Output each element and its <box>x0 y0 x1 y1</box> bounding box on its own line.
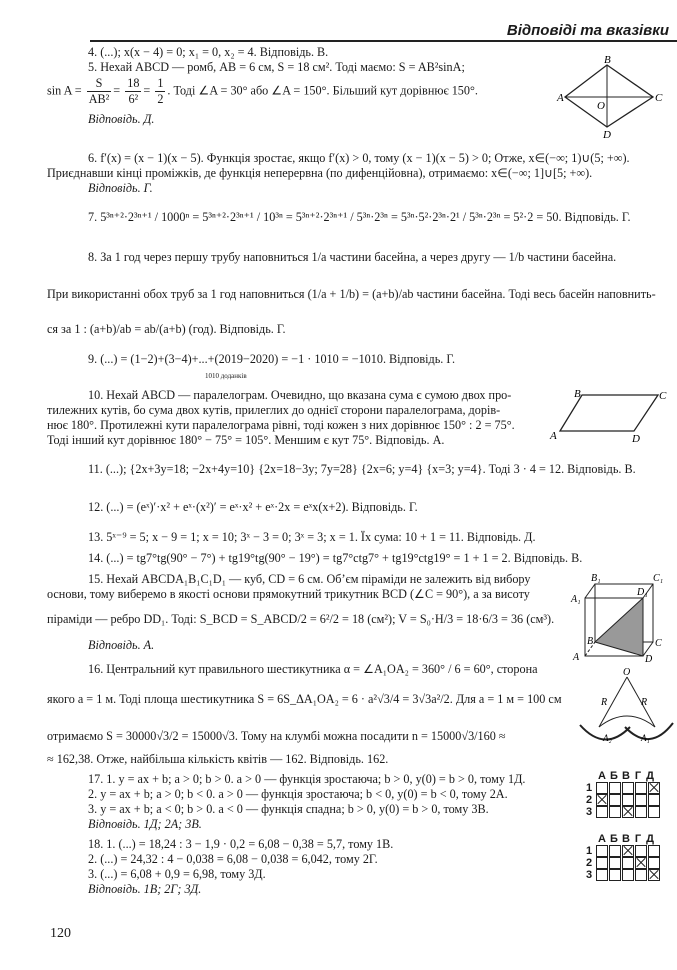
parallelogram-label-d: D <box>632 433 640 445</box>
cube-label-b: B <box>587 636 594 647</box>
grid-cell-marked <box>622 806 634 818</box>
answer-18-line-3: 3. (...) = 6,08 + 0,9 = 6,98, тому 3Д. <box>88 867 266 881</box>
answer-5-line-1: 5. Нехай ABCD — ромб, AB = 6 см, S = 18 см². Тоді маємо: S = AB²sinA; <box>88 60 465 74</box>
grid-cell <box>622 857 634 869</box>
answer-grid-18 <box>586 833 661 881</box>
answer-5-line-2: sin A = $\frac{S}{\text{AB²}}$ = $\frac{18}{\text{6²}}$ = $\frac{1}{2}$ . Тоді ∠A = 30° або ∠A = 150°. Більший кут дорівнює 150°. <box>47 76 478 106</box>
rhombus-figure <box>555 55 665 140</box>
grid-row-number: 2 <box>586 794 593 806</box>
parallelogram-label-a: A <box>550 430 557 442</box>
parallelogram-figure <box>548 385 668 445</box>
answer-16-line-2: якого a = 1 м. Тоді площа шестикутника S = 6S_ΔA₁OA₂ = 6 · a²√3/4 = 3√3a²/2. Для a = 1 м = 100 см <box>47 692 562 706</box>
grid-cell <box>609 869 621 881</box>
grid-cell <box>648 794 660 806</box>
grid-cell <box>609 782 621 794</box>
answer-8-line-3: ся за 1 : (a+b)/ab = ab/(a+b) (год). Відповідь. Г. <box>47 322 286 336</box>
answer-15-line-1: 15. Нехай ABCDA₁B₁C₁D₁ — куб, CD = 6 см. Об’єм піраміди не залежить від вибору <box>88 572 531 586</box>
grid-cell <box>609 845 621 857</box>
grid-header: Д <box>646 770 654 782</box>
grid-cell <box>635 794 647 806</box>
cube-label-a1: A₁ <box>571 594 581 605</box>
answer-16-line-1: 16. Центральний кут правильного шестикутника α = ∠A₁OA₂ = 360° / 6 = 60°, сторона <box>88 662 538 676</box>
answer-10-line-3: нює 180°. Протилежні кути паралелограма рівні, тоді кожен з них дорівнює 150° : 2 = 75°. <box>47 418 515 432</box>
cube-label-c: C <box>655 638 662 649</box>
grid-header: Д <box>646 833 654 845</box>
hexagon-label-r-right: R <box>641 697 648 708</box>
cube-label-b1: B₁ <box>591 573 601 584</box>
answer-9: 9. (...) = (1−2)+(3−4)+...+(2019−2020) = −1 · 1010 = −1010. Відповідь. Г. <box>88 352 456 366</box>
grid-cell <box>596 782 608 794</box>
grid-cell <box>635 845 647 857</box>
grid-row-number: 3 <box>586 806 593 818</box>
answer-17-line-2: 2. y = ax + b; a > 0; b < 0. a > 0 — функція зростаюча; b < 0, y(0) = b < 0, тому 2А. <box>88 787 508 801</box>
rhombus-label-a: A <box>557 92 564 104</box>
hexagon-label-o: O <box>623 667 631 678</box>
answer-18-line-2: 2. (...) = 24,32 : 4 − 0,038 = 6,08 − 0,038 = 6,042, тому 2Г. <box>88 852 378 866</box>
grid-cell <box>596 857 608 869</box>
hexagon-sector-figure <box>575 665 675 745</box>
grid-cell <box>622 782 634 794</box>
hexagon-label-a2: A₂ <box>603 733 612 743</box>
answer-grid-17 <box>586 770 661 818</box>
grid-cell <box>609 794 621 806</box>
grid-header: Б <box>610 770 618 782</box>
answer-8-line-2: При використанні обох труб за 1 год наповниться (1/a + 1/b) = (a+b)/ab частини басейна. Тоді весь басейн наповнить- <box>47 287 656 301</box>
grid-cell <box>648 845 660 857</box>
parallelogram-label-c: C <box>659 390 667 402</box>
rhombus-label-o: O <box>597 100 605 112</box>
grid-cell <box>596 845 608 857</box>
grid-row-number: 2 <box>586 857 593 869</box>
grid-header: А <box>598 833 606 845</box>
cube-label-d1: D₁ <box>637 587 648 598</box>
header-rule <box>90 40 677 42</box>
answer-4: 4. (...); x(x − 4) = 0; x₁ = 0, x₂ = 4. Відповідь. В. <box>88 45 329 59</box>
answer-17-line-1: 17. 1. y = ax + b; a > 0; b > 0. a > 0 — функція зростаюча; b > 0, y(0) = b > 0, тому 1Д. <box>88 772 526 786</box>
page-number: 120 <box>50 926 71 941</box>
grid-header: Г <box>634 833 642 845</box>
cube-label-c1: C₁ <box>653 573 664 584</box>
rhombus-label-c: C <box>655 92 663 104</box>
grid-cell-marked <box>622 845 634 857</box>
grid-row-number: 1 <box>586 782 593 794</box>
grid-cell <box>635 869 647 881</box>
answer-11: 11. (...); {2x+3y=18; −2x+4y=10} {2x=18−3y; 7y=28} {2x=6; y=4} {x=3; y=4}. Тоді 3 · 4 = 12. Відповідь. В. <box>88 462 636 476</box>
answer-15-line-3: піраміди — ребро DD₁. Тоді: S_BCD = S_ABCD/2 = 6²/2 = 18 (см²); V = S₀·H/3 = 18·6/3 = 36 (см³). <box>47 612 555 626</box>
answer-18-line-1: 18. 1. (...) = 18,24 : 3 − 1,9 · 0,2 = 6,08 − 0,38 = 5,7, тому 1В. <box>88 837 394 851</box>
grid-header: В <box>622 770 630 782</box>
grid-cell <box>596 869 608 881</box>
parallelogram-label-b: B <box>574 388 581 400</box>
hexagon-label-r-left: R <box>601 697 608 708</box>
grid-cell <box>596 806 608 818</box>
answer-17-result: Відповідь. 1Д; 2А; 3В. <box>88 817 202 831</box>
answer-6-result: Відповідь. Г. <box>88 181 153 195</box>
answer-10-line-4: Тоді інший кут дорівнює 180° − 75° = 105°. Меншим є кут 75°. Відповідь. А. <box>47 433 445 447</box>
answer-10-line-1: 10. Нехай ABCD — паралелограм. Очевидно, що вказана сума є сумою двох про- <box>88 388 512 402</box>
answer-17-line-3: 3. y = ax + b; a < 0; b > 0. a < 0 — функція спадна; b > 0, y(0) = b > 0, тому 3В. <box>88 802 489 816</box>
grid-cell <box>635 782 647 794</box>
grid-cell <box>609 806 621 818</box>
grid-cell <box>648 857 660 869</box>
cube-label-a: A <box>573 652 580 662</box>
answer-15-line-2: основи, тому виберемо в якості основи прямокутний трикутник BCD (∠C = 90°), а за висоту <box>47 587 530 601</box>
rhombus-label-d: D <box>603 129 611 140</box>
answer-15-result: Відповідь. А. <box>88 638 155 652</box>
cube-figure <box>565 572 675 662</box>
grid-cell <box>622 869 634 881</box>
answer-10-line-2: тилежних кутів, бо сума двох кутів, прилеглих до однієї сторони паралелограма, дорів- <box>47 403 501 417</box>
grid-cell <box>648 806 660 818</box>
answer-16-line-3: отримаємо S = 30000√3/2 = 15000√3. Тому на клумбі можна посадити n = 15000√3/160 ≈ <box>47 729 506 743</box>
cube-label-d: D <box>645 654 653 662</box>
answer-5-result: Відповідь. Д. <box>88 112 155 126</box>
answer-7: 7. 5³ⁿ⁺²·2³ⁿ⁺¹ / 1000ⁿ = 5³ⁿ⁺²·2³ⁿ⁺¹ / 10³ⁿ = 5³ⁿ⁺²·2³ⁿ⁺¹ / 5³ⁿ·2³ⁿ = 5³ⁿ·5²·2³ⁿ·2¹ / 5³ⁿ·2³ⁿ = 5²·2 = 50. Відповідь. Г. <box>88 210 631 224</box>
answer-18-result: Відповідь. 1В; 2Г; 3Д. <box>88 882 202 896</box>
grid-cell <box>635 806 647 818</box>
grid-cell <box>609 857 621 869</box>
hexagon-label-a1: A₁ <box>641 733 650 743</box>
grid-cell <box>622 794 634 806</box>
grid-header: А <box>598 770 606 782</box>
answer-8-line-1: 8. За 1 год через першу трубу наповниться 1/a частини басейна, а через другу — 1/b частини басейна. <box>88 250 617 264</box>
grid-cell-marked <box>596 794 608 806</box>
grid-row-number: 1 <box>586 845 593 857</box>
answer-6-line-2: Приєднавши кінці проміжків, де функція неперервна (по дифенційовна), отримаємо: x∈(−∞; 1]∪[5; +∞). <box>47 166 593 180</box>
grid-header: Г <box>634 770 642 782</box>
answer-16-line-4: ≈ 162,38. Отже, найбільша кількість квітів — 162. Відповідь. 162. <box>47 752 389 766</box>
grid-cell-marked <box>648 869 660 881</box>
grid-cell-marked <box>635 857 647 869</box>
header-title: Відповіді та вказівки <box>506 22 669 39</box>
grid-row-number: 3 <box>586 869 593 881</box>
answer-6-line-1: 6. f′(x) = (x − 1)(x − 5). Функція зростає, якщо f′(x) > 0, тому (x − 1)(x − 5) > 0; Отже, x∈(−∞; 1)∪(5; +∞). <box>88 151 630 165</box>
answer-14: 14. (...) = tg7°tg(90° − 7°) + tg19°tg(90° − 19°) = tg7°ctg7° + tg19°ctg19° = 1 + 1 = 2. Відповідь. В. <box>88 551 583 565</box>
answer-13: 13. 5ˣ⁻⁹ = 5; x − 9 = 1; x = 10; 3ˣ − 3 = 0; 3ˣ = 3; x = 1. Їх сума: 10 + 1 = 11. Відповідь. Д. <box>88 530 536 544</box>
rhombus-label-b: B <box>604 55 611 66</box>
answer-12: 12. (...) = (eˣ)′·x² + eˣ·(x²)′ = eˣ·x² + eˣ·2x = eˣx(x+2). Відповідь. Г. <box>88 500 418 514</box>
grid-header: В <box>622 833 630 845</box>
grid-cell-marked <box>648 782 660 794</box>
page-header <box>448 22 677 42</box>
answer-9-brace-note: 1010 доданків <box>205 372 247 380</box>
grid-header: Б <box>610 833 618 845</box>
